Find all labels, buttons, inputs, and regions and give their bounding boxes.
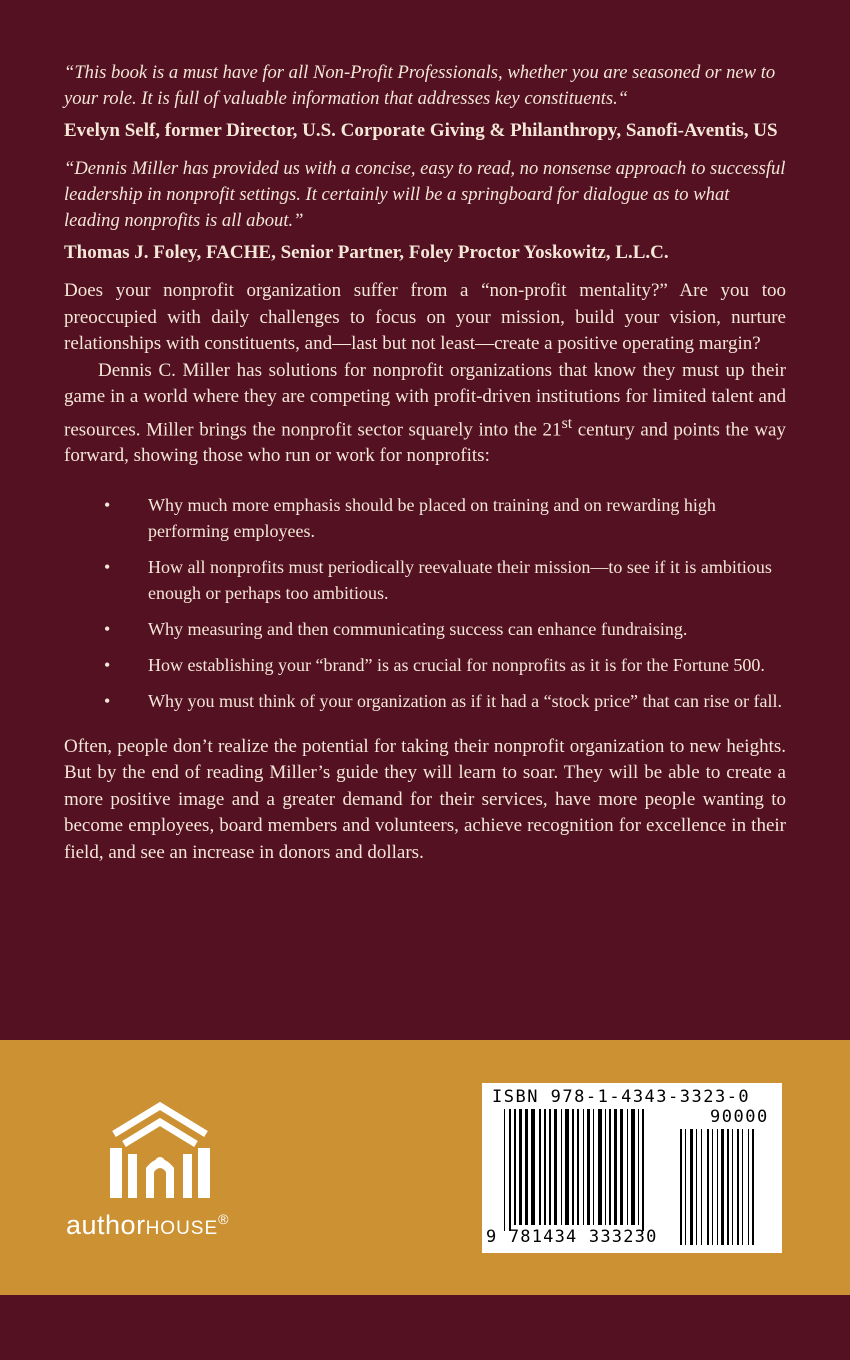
barcode-bar bbox=[539, 1109, 541, 1225]
barcode-bar bbox=[514, 1109, 516, 1225]
barcode-bar bbox=[737, 1129, 739, 1245]
bullet-icon: • bbox=[104, 556, 111, 577]
barcode-bar bbox=[627, 1109, 628, 1225]
trademark-mark: ® bbox=[218, 1211, 229, 1227]
barcode-bar bbox=[727, 1129, 729, 1245]
barcode-bar bbox=[587, 1109, 590, 1225]
description-part-2: century and points the way forward, showing those who run or work for nonprofits: bbox=[64, 418, 786, 467]
barcode-bar bbox=[642, 1109, 644, 1231]
barcode-bar bbox=[593, 1109, 594, 1225]
barcode-bar bbox=[504, 1109, 505, 1231]
wordmark-lower: author bbox=[66, 1210, 146, 1240]
list-item-text: How all nonprofits must periodically reevaluate their mission—to see if it is ambitious enough or perhaps too ambitious. bbox=[148, 556, 772, 603]
barcode-bar bbox=[577, 1109, 579, 1225]
barcode-bar bbox=[525, 1109, 528, 1225]
ean-number: 9 781434 333230 bbox=[486, 1227, 658, 1247]
list-item bbox=[64, 492, 786, 544]
barcode-bar bbox=[732, 1129, 733, 1245]
intro-paragraph: Does your nonprofit organization suffer from a “non-profit mentality?” Are you too preoccupied with daily challenges to focus on your mission, build your vision, nurture relationships with constituents, and—last but not least—create a positive operating margin? bbox=[64, 280, 786, 354]
list-item-text: Why measuring and then communicating success can enhance fundraising. bbox=[148, 618, 688, 639]
barcode-bar bbox=[544, 1109, 546, 1225]
barcode-bar bbox=[690, 1129, 693, 1245]
isbn-number: ISBN 978-1-4343-3323-0 bbox=[492, 1087, 751, 1107]
barcode-bar bbox=[549, 1109, 551, 1225]
description-paragraph bbox=[64, 358, 786, 470]
quote-1: “This book is a must have for all Non-Profit Professionals, whether you are seasoned or new to your role. It is full of valuable information that addresses key constituents.“ bbox=[64, 62, 776, 109]
barcode-bar bbox=[572, 1109, 574, 1225]
bullet-icon: • bbox=[104, 494, 111, 515]
wordmark-caps: HOUSE bbox=[145, 1218, 219, 1239]
barcode-bar bbox=[531, 1109, 535, 1225]
barcode-bar bbox=[565, 1109, 569, 1225]
list-item bbox=[64, 554, 786, 606]
barcode-bar bbox=[509, 1109, 511, 1231]
bullet-icon: • bbox=[104, 690, 111, 711]
quote-1-attribution: Evelyn Self, former Director, U.S. Corporate Giving & Philanthropy, Sanofi-Aventis, US bbox=[64, 120, 778, 141]
barcode-bar bbox=[631, 1109, 635, 1225]
bullet-icon: • bbox=[104, 654, 111, 675]
barcode-bar bbox=[752, 1129, 754, 1245]
barcode-bar bbox=[707, 1129, 709, 1245]
barcode-bar bbox=[561, 1109, 562, 1225]
list-item-text: Why you must think of your organization as if it had a “stock price” that can rise or fall. bbox=[148, 690, 782, 711]
barcode-bar bbox=[680, 1129, 682, 1245]
barcode-bar bbox=[742, 1129, 743, 1245]
barcode-bar bbox=[638, 1109, 639, 1225]
barcode-bar bbox=[554, 1109, 557, 1225]
list-item bbox=[64, 652, 786, 678]
ordinal-suffix: st bbox=[561, 414, 573, 432]
barcode-bar bbox=[609, 1109, 611, 1225]
barcode-bar bbox=[605, 1109, 606, 1225]
publisher-wordmark bbox=[66, 1210, 229, 1241]
barcode-bar bbox=[614, 1109, 617, 1225]
barcode-bar bbox=[717, 1129, 718, 1245]
isbn-barcode bbox=[482, 1083, 782, 1253]
barcode-bar bbox=[598, 1109, 602, 1225]
barcode-bar bbox=[748, 1129, 749, 1245]
list-item-text: How establishing your “brand” is as crucial for nonprofits as it is for the Fortune 500. bbox=[148, 654, 765, 675]
list-item bbox=[64, 688, 786, 714]
barcode-bar bbox=[712, 1129, 713, 1245]
benefit-list bbox=[64, 492, 786, 714]
barcode-bar bbox=[620, 1109, 623, 1225]
bullet-icon: • bbox=[104, 618, 111, 639]
barcode-bar bbox=[583, 1109, 584, 1225]
barcode-bar bbox=[685, 1129, 686, 1245]
barcode-bar bbox=[721, 1129, 724, 1245]
quote-2: “Dennis Miller has provided us with a concise, easy to read, no nonsense approach to successful leadership in nonprofit settings. It certainly will be a springboard for dialogue as to what leading nonprofits is all about.” bbox=[64, 158, 786, 231]
list-item-text: Why much more emphasis should be placed on training and on rewarding high performing employees. bbox=[148, 494, 716, 541]
quote-2-attribution: Thomas J. Foley, FACHE, Senior Partner, Foley Proctor Yoskowitz, L.L.C. bbox=[64, 242, 669, 263]
barcode-bar bbox=[701, 1129, 702, 1245]
barcode-bar bbox=[696, 1129, 697, 1245]
description-part-1: Dennis C. Miller has solutions for nonprofit organizations that know they must up their game in a world where they are competing with profit-driven institutions for limited talent and resources. Miller brings the nonprofit sector squarely into the 21 bbox=[64, 359, 786, 440]
back-cover-text bbox=[64, 60, 786, 866]
list-item bbox=[64, 616, 786, 642]
price-code: 90000 bbox=[710, 1107, 769, 1127]
closing-paragraph: Often, people don’t realize the potential for taking their nonprofit organization to new heights. But by the end of reading Miller’s guide they will learn to soar. They will be able to create a more positive image and a greater demand for their services, have more people wanting to become employees, board members and volunteers, achieve recognition for excellence in their field, and see an increase in donors and dollars. bbox=[64, 735, 786, 863]
barcode-bar bbox=[519, 1109, 522, 1225]
